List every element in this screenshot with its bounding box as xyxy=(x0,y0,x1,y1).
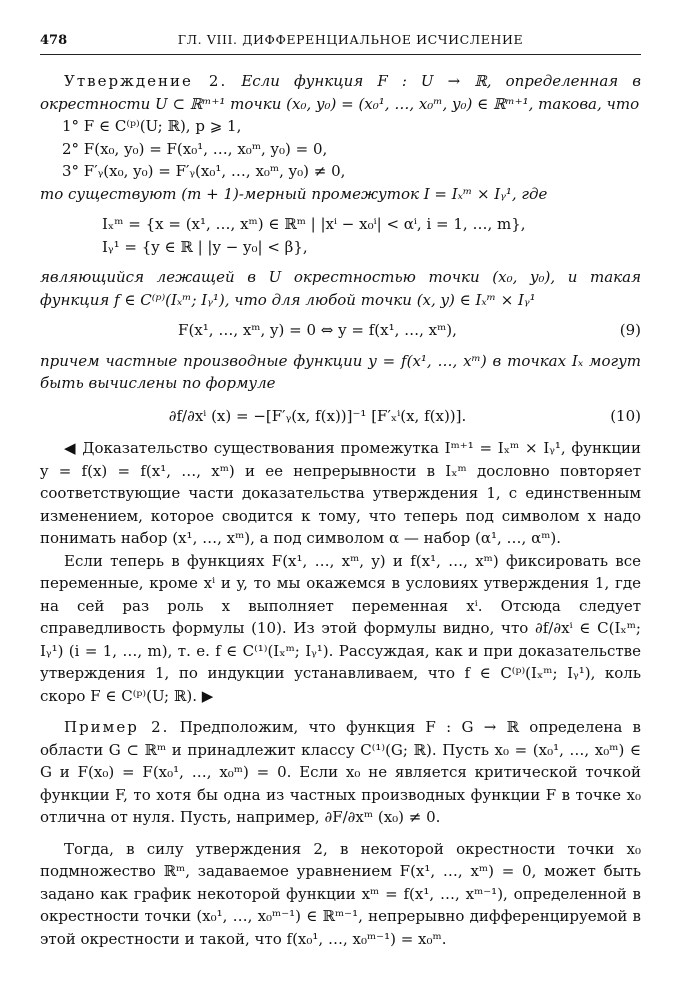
example-paragraph-2: Тогда, в силу утверждения 2, в некоторой окрестности точки x₀ подмножество ℝᵐ, задаваемое уравнением F(x¹, …, xᵐ) = 0, может быть задано как график некоторой функции xᵐ = f(x¹, …, xᵐ⁻¹), определенной в окрестности точки (x₀¹, …, x₀ᵐ⁻¹) ∈ ℝᵐ⁻¹, непрерывно дифференцируемой в этой окрестности и такой, что f(x₀¹, …, x₀ᵐ⁻¹) = x₀ᵐ. xyxy=(40,839,641,948)
example-paragraph-1 xyxy=(40,716,641,829)
condition-1: 1° F ∈ C⁽ᵖ⁾(U; ℝ), p ⩾ 1, xyxy=(62,117,242,135)
running-head: ГЛ. VIII. ДИФФЕРЕНЦИАЛЬНОЕ ИСЧИСЛЕНИЕ xyxy=(177,32,524,47)
statement-block xyxy=(40,70,641,427)
page-header xyxy=(40,32,641,55)
equation-10-number: (10) xyxy=(610,406,641,425)
statement-heading: Утверждение 2. xyxy=(64,72,228,90)
statement-continuation: являющийся лежащей в U окрестностью точки (x₀, y₀), и такая функция f ∈ C⁽ᵖ⁾(Iₓᵐ; Iᵧ¹), что для любой точки (x, y) ∈ Iₓᵐ × Iᵧ¹ xyxy=(40,268,641,309)
statement-then: то существуют (m + 1)-мерный промежуток I = Iₓᵐ × Iᵧ¹, где xyxy=(40,184,548,203)
equation-10-formula: ∂f/∂xⁱ (x) = −[F′ᵧ(x, f(x))]⁻¹ [F′ₓⁱ(x, f(x))]. xyxy=(168,406,467,425)
equation-9 xyxy=(40,319,641,342)
equation-9-number: (9) xyxy=(619,321,641,339)
equation-9-formula: F(x¹, …, xᵐ, y) = 0 ⇔ y = f(x¹, …, xᵐ), xyxy=(178,321,457,339)
statement-intro xyxy=(40,70,641,115)
definition-iy: Iᵧ¹ = {y ∈ ℝ | |y − y₀| < β}, xyxy=(102,237,308,256)
page-number: 478 xyxy=(40,33,68,48)
page-body xyxy=(40,70,641,950)
proof-paragraph-2: Если теперь в функциях F(x¹, …, xᵐ, y) и f(x¹, …, xᵐ) фиксировать все переменные, кроме xⁱ и y, то мы окажемся в условиях утверждения 1, где на сей раз роль x выполняет переменная xⁱ. Отсюда следует справедливость формулы (10). Из этой формулы видно, что ∂f/∂xⁱ ∈ C(Iₓᵐ; Iᵧ¹) (i = 1, …, m), т. е. f ∈ C⁽¹⁾(Iₓᵐ; Iᵧ¹). Рассуждая, как и при доказательстве утверждения 1, по индукции устанавливаем, что f ∈ C⁽ᵖ⁾(Iₓᵐ; Iᵧ¹), коль скоро F ∈ C⁽ᵖ⁾(U; ℝ). ▶ xyxy=(40,551,641,705)
statement-continuation-2: причем частные производные функции y = f(x¹, …, xᵐ) в точках Iₓ могут быть вычислены по формуле xyxy=(40,351,641,392)
definition-ix: Iₓᵐ = {x = (x¹, …, xᵐ) ∈ ℝᵐ | |xⁱ − x₀ⁱ| < αⁱ, i = 1, …, m}, xyxy=(102,215,526,233)
proof-paragraph-1: ◀ Доказательство существования промежутка Iᵐ⁺¹ = Iₓᵐ × Iᵧ¹, функции y = f(x) = f(x¹, …, xᵐ) и ее непрерывности в Iₓᵐ дословно повторяет соответствующие части доказательства утверждения 1, с единственным изменением, которое сводится к тому, что теперь под символом x надо понимать набор (x¹, …, xᵐ), а под символом α — набор (α¹, …, αᵐ). xyxy=(40,439,641,547)
equation-10 xyxy=(40,405,641,428)
statement-intro-text: Если функция F : U → ℝ, определенная в окрестности U ⊂ ℝᵐ⁺¹ точки (x₀, y₀) = (x₀¹, …, x₀ᵐ, y₀) ∈ ℝᵐ⁺¹, такова, что xyxy=(40,72,641,113)
example-text-1: Предположим, что функция F : G → ℝ определена в области G ⊂ ℝᵐ и принадлежит классу C⁽¹⁾(G; ℝ). Пусть x₀ = (x₀¹, …, x₀ᵐ) ∈ G и F(x₀) = F(x₀¹, …, x₀ᵐ) = 0. Если x₀ не является критической точкой функции F, то хотя бы одна из частных производных функции F в точке x₀ отлична от нуля. Пусть, например, ∂F/∂xᵐ (x₀) ≠ 0. xyxy=(40,718,641,826)
condition-2: 2° F(x₀, y₀) = F(x₀¹, …, x₀ᵐ, y₀) = 0, xyxy=(62,139,328,158)
example-heading: Пример 2. xyxy=(64,718,170,736)
condition-3: 3° F′ᵧ(x₀, y₀) = F′ᵧ(x₀¹, …, x₀ᵐ, y₀) ≠ 0, xyxy=(62,162,346,180)
